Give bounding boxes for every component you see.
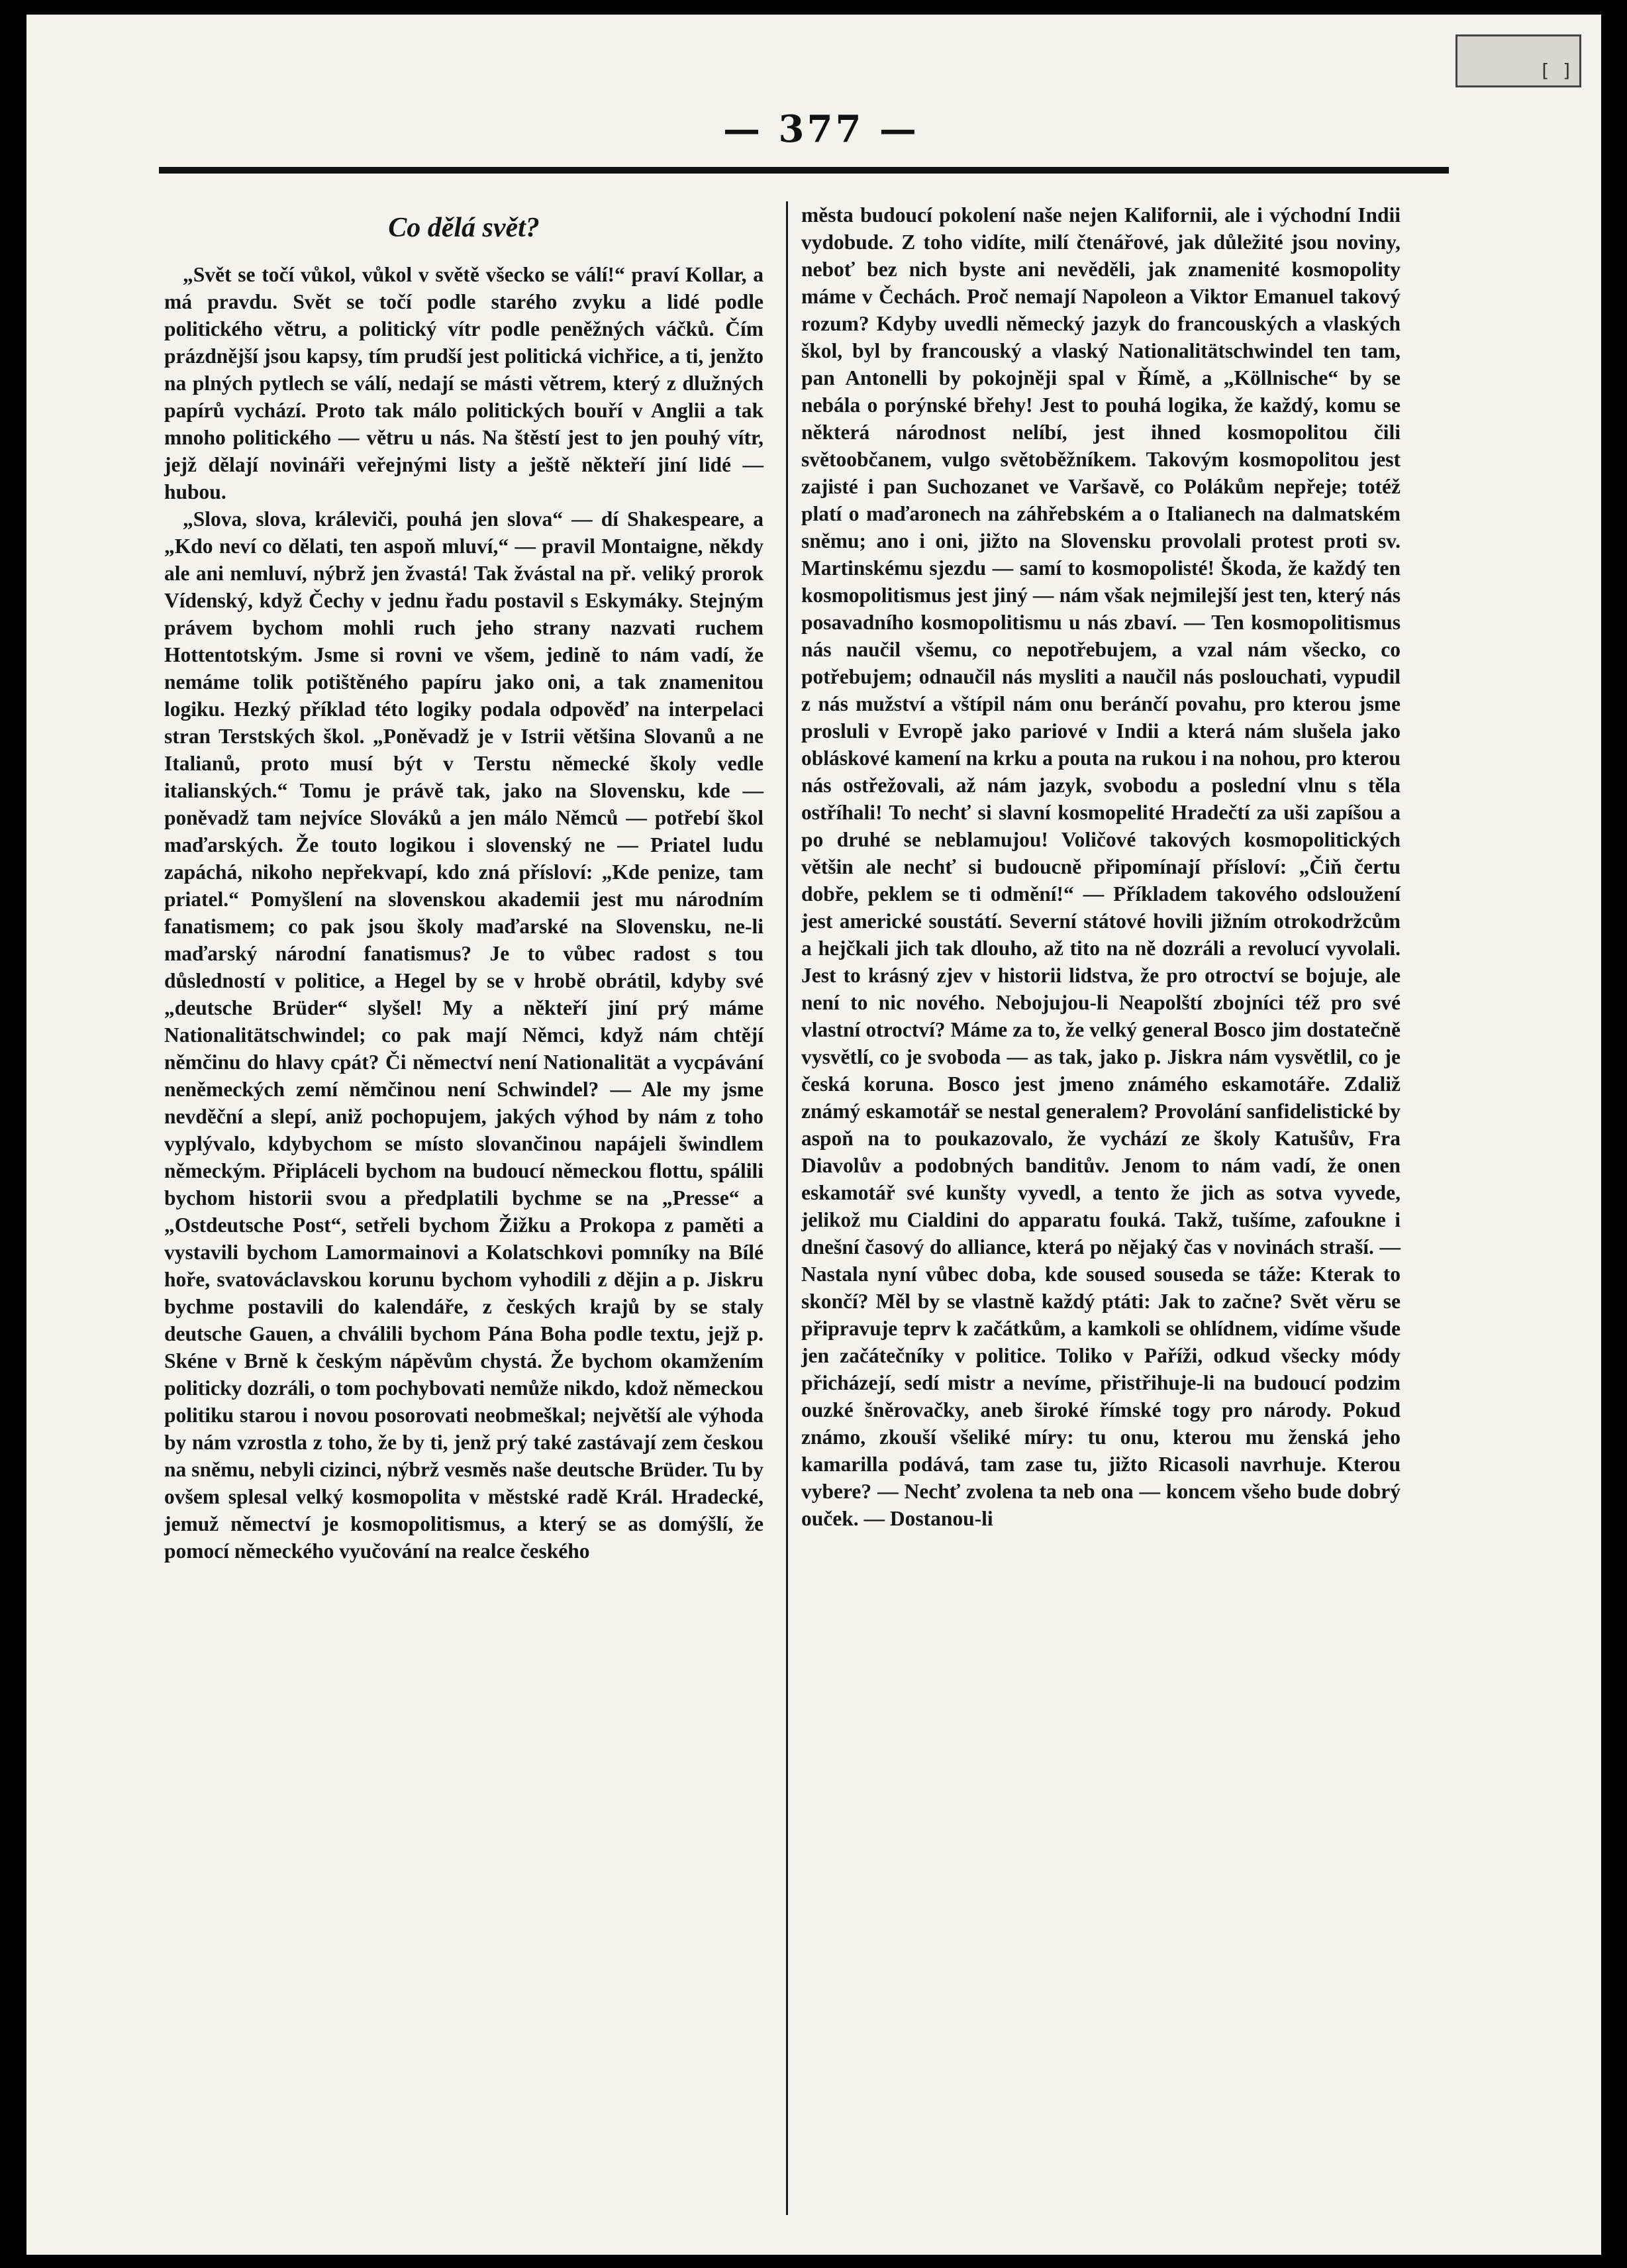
- paragraph: města budoucí pokolení naše nejen Kalifornii, ale i východní Indii vydobude. Z toho vidíte, milí čtenářové, jak důležité jsou noviny, neboť bez nich byste ani nevěděli, jak znamenité kosmopolity máme v Čechách. Proč nemají Napoleon a Viktor Emanuel takový rozum? Kdyby uvedli německý jazyk do francouských a vlaských škol, byl by francouský a vlaský Nationalitätschwindel ten tam, pan Antonelli by pokojněji spal v Římě, a „Köllnische“ by se nebála o porýnské břehy! Jest to pouhá logika, že každý, komu se některá národnost nelíbí, jest ihned kosmopolitou čili světoobčanem, vulgo světoběžníkem. Takovým kosmopolitou jest zajisté i pan Suchozanet ve Varšavě, co Polákům nepřeje; totéž platí o maďaronech na záhřebském a o Italianech na dalmatském sněmu; ano i oni, jižto na Slovensku provolali protest proti sv. Martinskému sjezdu — samí to kosmopolisté! Škoda, že každý ten kosmopolitismus jest jiný — nám však nejmilejší jest ten, který nás posavadního kosmopolitismu u nás zbaví. — Ten kosmopolitismus nás naučil všemu, co nepotřebujem, a vzal nám všecko, co potřebujem; odnaučil nás mysliti a naučil nás poslouchati, vypudil z nás mužství a vštípil nám onu beránčí povahu, pro kterou jsme prosluli v Evropě jako pariové v Indii a která nám slušela jako obláskové kamení na krku a pouta na rukou i na nohou, pro kterou nás ostřežovali, až nám jazyk, svobodu a poslední vlnu s těla ostříhali! To nechť si slavní kosmopelité Hradečtí za uši zapíšou a po druhé se neblamujou! Voličové takových kosmopolitických většin ale nechť si budoucně připomínají přísloví: „Čiň čertu dobře, peklem se ti odmění!“ — Příkladem takového odsloužení jest americké soustátí. Severní státové hovili jižním otrokodržcům a hejčkali jich tak dlouho, až tito na ně dozráli a revolucí vyvolali. Jest to krásný zjev v historii lidstva, že pro otroctví se bojuje, ale není to nic nového. Nebojujou-li Neapolští zbojníci též pro své vlastní otroctví? Máme za to, že velký general Bosco jim dostatečně vysvětlí, co je svoboda — as tak, jako p. Jiskra nám vysvětlil, co je česká koruna. Bosco jest jmeno známého eskamotáře. Zdaliž známý eskamotář se nestal generalem? Provolání sanfidelistické by aspoň na to poukazovalo, že vychází ze školy Katušův, Fra Diavolův a podobných banditův. Jenom to nám vadí, že onen eskamotář své kunšty vyvedl, a tento že jich as sotva vyvede, jelikož mu Cialdini do apparatu fouká. Takž, tušíme, zafoukne i dnešní časový do alliance, která po nějaký čas v novinách straší. — Nastala nyní vůbec doba, kde soused souseda se táže: Kterak to skončí? Měl by se vlastně každý ptáti: Jak to začne? Svět věru se připravuje teprv k začátkům, a kamkoli se ohlídnem, vidíme všude jen začátečníky v politice. Toliko v Paříži, odkud všecky módy přicházejí, sedí mistr a nevíme, přistřihuje-li na budoucí podzim ouzké šněrovačky, aneb široké římské togy pro národy. Pokud známo, zkouší všeliké míry: tu onu, kterou mu ženská jeho kamarilla podává, tam zase tu, jižto Ricasoli navrhuje. Kterou vybere? — Nechť zvolena ta neb ona — koncem všeho bude dobrý ouček. — Dostanou-li: [801, 203, 1401, 1530]
- paragraph: „Slova, slova, králeviči, pouhá jen slova“ — dí Shakespeare, a „Kdo neví co dělati, ten aspoň mluví,“ — pravil Montaigne, někdy ale ani nemluví, nýbrž jen žvastá! Tak žvástal na př. veliký prorok Vídenský, když Čechy v jednu řadu postavil s Eskymáky. Stejným právem bychom mohli ruch jeho strany nazvati ruchem Hottentotským. Jsme si rovni ve všem, jedině to nám vadí, že nemáme tolik potištěného papíru jako oni, a tak znamenitou logiku. Hezký příklad této logiky podala odpověď na interpelaci stran Terstských škol. „Poněvadž je v Istrii většina Slovanů a ne Italianů, proto musí být v Terstu německé školy vedle italianských.“ Tomu je právě tak, jako na Slovensku, kde — poněvadž tam nejvíce Slováků a jen málo Němců — potřebí škol maďarských. Že touto logikou i slovenský ne — Priatel ludu zapáchá, nikoho nepřekvapí, kdo zná přísloví: „Kde penize, tam priatel.“ Pomyšlení na slovenskou akademii jest mu národním fanatismem; co pak jsou školy maďarské na Slovensku, ne-li maďarský národní fanatismus? Je to vůbec radost s tou důsledností v politice, a Hegel by se v hrobě obrátil, kdyby své „deutsche Brüder“ slyšel! My a někteří jiní prý máme Nationalitätschwindel; co pak mají Němci, když nám chtějí němčinu do hlavy cpát? Či němectví není Nationalität a vycpávání neněmeckých zemí němčinou není Schwindel? — Ale my jsme nevděční a slepí, aniž pochopujem, jakých výhod by nám z toho vyplývalo, kdybychom se místo slovančinou napájeli šwindlem německým. Připláceli bychom na budoucí německou flottu, spálili bychom historii svou a předplatili bychme se na „Presse“ a „Ostdeutsche Post“, setřeli bychom Žižku a Prokopa z paměti a vystavili bychom Lamormainovi a Kolatschkovi pomníky na Bílé hoře, svatováclavskou korunu bychom vyhodili z dějin a p. Jiskru bychme postavili do kalendáře, z českých krajů by se staly deutsche Gauen, a chválili bychom Pána Boha podle textu, jejž p. Skéne v Brně k českým nápěvům chystá. Že bychom okamžením politicky dozráli, o tom pochybovati nemůže nikdo, kdož německou politiku starou i novou posorovati neobmeškal; největší ale výhoda by nám vzrostla z toho, že by ti, jenž prý také zastávají zem českou na sněmu, nebyli cizinci, nýbrž vesměs naše deutsche Brüder. Tu by ovšem splesal velký kosmopolita v městské radě Král. Hradecké, jemuž němectví je kosmopolitismus, a který se as domýšlí, že pomocí německého vyučování na realce českého: [164, 507, 764, 1563]
- column-divider: [786, 201, 788, 2215]
- newspaper-page: [26, 15, 1601, 2255]
- paragraph: „Svět se točí vůkol, vůkol v světě všecko se válí!“ praví Kollar, a má pravdu. Svět se točí podle starého zvyku a lidé podle politického větru, a politický vítr podle peněžných váčků. Čím prázdnější jsou kapsy, tím prudší jest politická vichřice, a ti, jenžto na plných pytlech se válí, nedají se másti větrem, který z dlužných papírů vychází. Proto tak málo politických bouří v Anglii a tak mnoho politického — větru u nás. Na štěstí jest to jen pouhý vítr, jejž dělají novináři veřejnými listy a ještě někteří jiní lidé — hubou.: [164, 263, 764, 503]
- right-column: [801, 201, 1401, 1532]
- left-column: [164, 201, 764, 1565]
- page-number: — 377 —: [723, 107, 919, 151]
- corner-stamp: [ ]: [1455, 34, 1581, 87]
- header-rule: [159, 167, 1449, 174]
- article-title: Co dělá svět?: [388, 213, 540, 243]
